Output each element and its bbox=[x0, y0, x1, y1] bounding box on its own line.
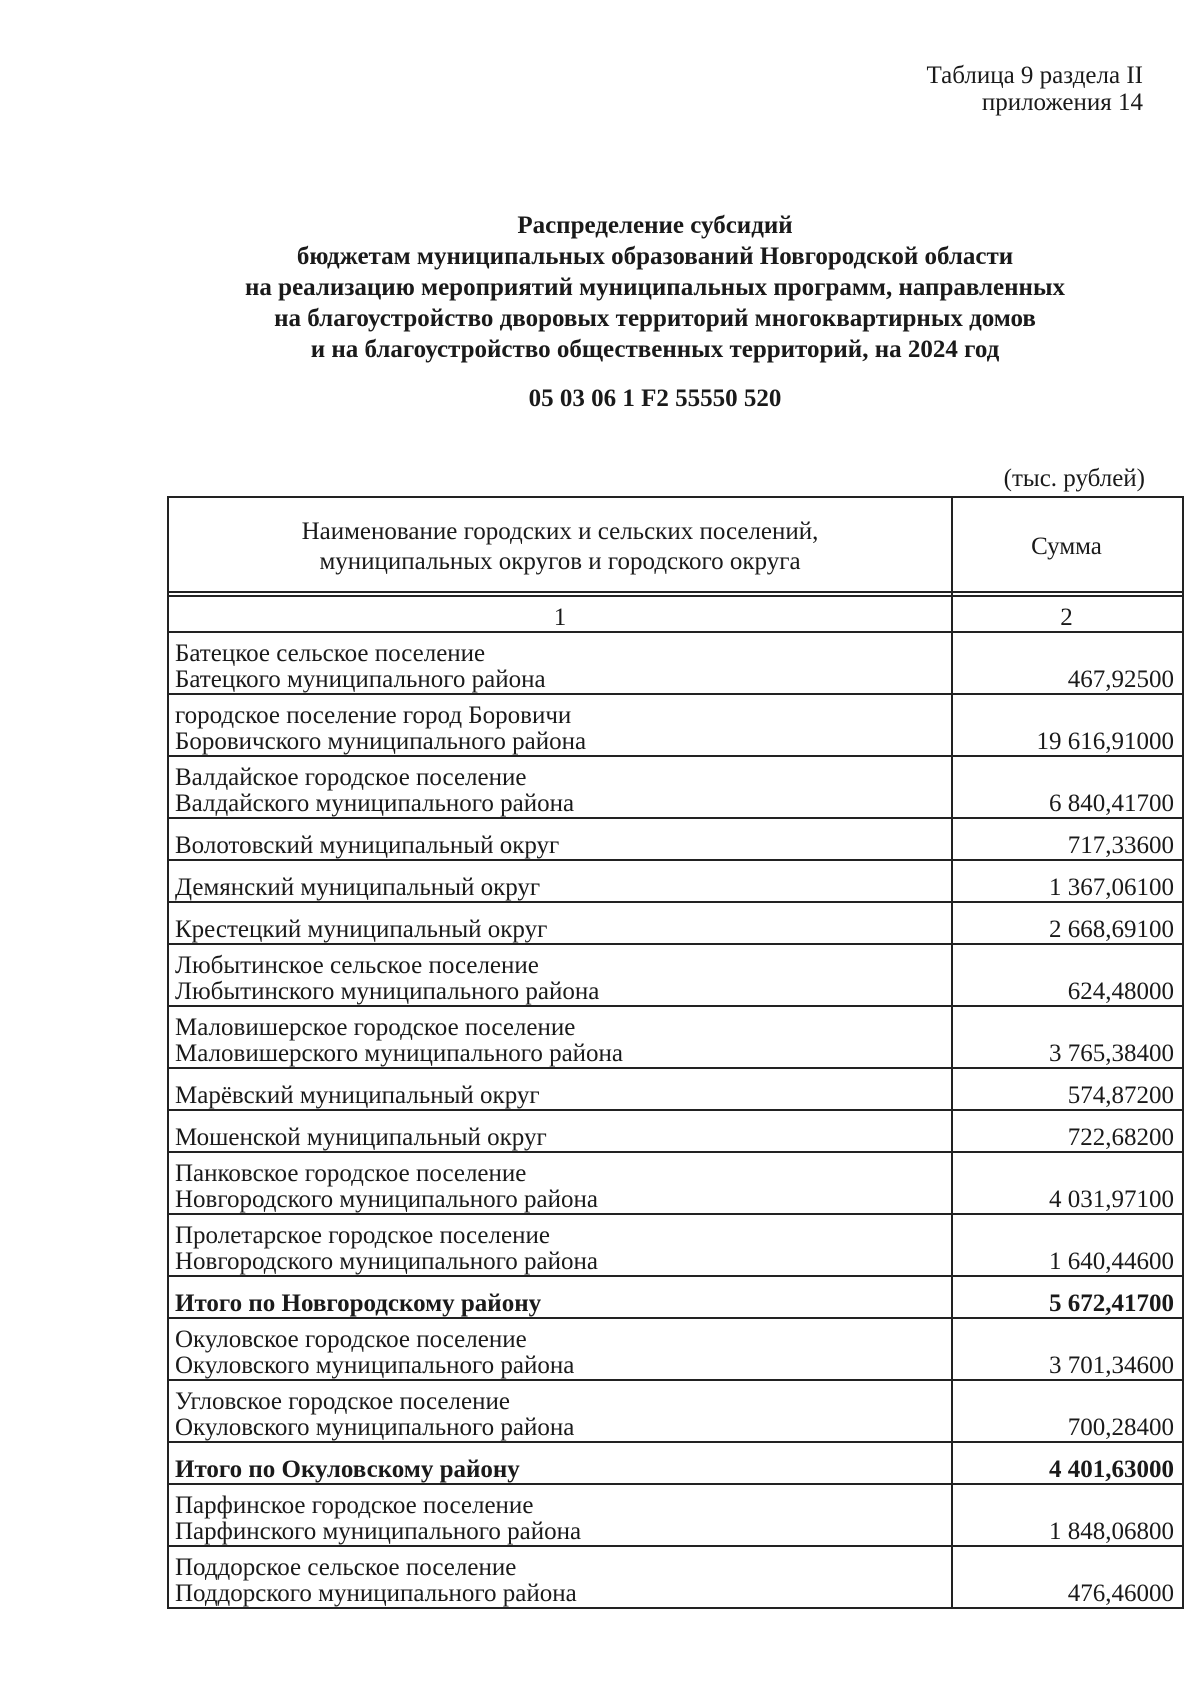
municipality-name-cell bbox=[168, 694, 952, 756]
sum-value-cell: 467,92500 bbox=[952, 632, 1183, 694]
table-row bbox=[168, 1484, 1183, 1546]
municipality-name-line-1: Поддорское сельское поселение bbox=[175, 1554, 517, 1581]
subsidy-table bbox=[167, 591, 1184, 1609]
municipality-name-cell bbox=[168, 1442, 952, 1484]
municipality-name-cell bbox=[168, 902, 952, 944]
municipality-name-cell bbox=[168, 1276, 952, 1318]
sum-value-cell: 3 701,34600 bbox=[952, 1318, 1183, 1380]
municipality-name-line-2: Парфинского муниципального района bbox=[175, 1518, 582, 1545]
table-row bbox=[168, 1006, 1183, 1068]
sum-value-cell: 1 367,06100 bbox=[952, 860, 1183, 902]
municipality-name-cell bbox=[168, 1380, 952, 1442]
document-title bbox=[150, 210, 1160, 365]
units-label: (тыс. рублей) bbox=[1003, 465, 1145, 492]
municipality-name-line-1: городское поселение город Боровичи bbox=[175, 702, 572, 729]
budget-code: 05 03 06 1 F2 55550 520 bbox=[528, 385, 782, 412]
municipality-name-cell bbox=[168, 1484, 952, 1546]
municipality-name-line-2: Боровичского муниципального района bbox=[175, 728, 587, 755]
sum-value-cell: 717,33600 bbox=[952, 818, 1183, 860]
table-header bbox=[167, 496, 1184, 597]
sum-value-cell: 3 765,38400 bbox=[952, 1006, 1183, 1068]
table-row bbox=[168, 632, 1183, 694]
table-row bbox=[168, 694, 1183, 756]
municipality-name-line-1: Крестецкий муниципальный округ bbox=[175, 916, 548, 943]
title-line-1: Распределение субсидий bbox=[517, 212, 793, 239]
municipality-name-line-2: Новгородского муниципального района bbox=[175, 1248, 598, 1275]
municipality-name-line-1: Демянский муниципальный округ bbox=[175, 874, 541, 901]
reference-line-1: Таблица 9 раздела II bbox=[926, 62, 1143, 89]
municipality-name-cell bbox=[168, 860, 952, 902]
municipality-name-line-2: Поддорского муниципального района bbox=[175, 1580, 577, 1607]
municipality-name-line-2: Маловишерского муниципального района bbox=[175, 1040, 624, 1067]
municipality-name-line-2: Окуловского муниципального района bbox=[175, 1414, 575, 1441]
title-line-3: на реализацию мероприятий муниципальных программ, направленных bbox=[245, 274, 1065, 301]
table-row bbox=[168, 1318, 1183, 1380]
municipality-name-line-1: Валдайское городское поселение bbox=[175, 764, 527, 791]
sum-value-cell: 722,68200 bbox=[952, 1110, 1183, 1152]
municipality-name-cell bbox=[168, 1318, 952, 1380]
title-line-4: на благоустройство дворовых территорий многоквартирных домов bbox=[274, 305, 1036, 332]
header-name-line-2: муниципальных округов и городского округа bbox=[319, 547, 801, 575]
reference-line-2: приложения 14 bbox=[981, 89, 1143, 116]
sum-value-cell: 5 672,41700 bbox=[952, 1276, 1183, 1318]
municipality-name-cell bbox=[168, 1068, 952, 1110]
sum-value-cell: 1 848,06800 bbox=[952, 1484, 1183, 1546]
sum-value-cell: 700,28400 bbox=[952, 1380, 1183, 1442]
title-line-2: бюджетам муниципальных образований Новгородской области bbox=[296, 243, 1014, 270]
header-name-line-1: Наименование городских и сельских поселений, bbox=[301, 517, 819, 545]
table-row bbox=[168, 1110, 1183, 1152]
municipality-name-line-1: Любытинское сельское поселение bbox=[175, 952, 539, 979]
sum-value-cell: 1 640,44600 bbox=[952, 1214, 1183, 1276]
title-line-5: и на благоустройство общественных территорий, на 2024 год bbox=[310, 336, 1000, 363]
table-row bbox=[168, 1068, 1183, 1110]
municipality-name-line-1: Окуловское городское поселение bbox=[175, 1326, 527, 1353]
column-number-2: 2 bbox=[952, 592, 1183, 632]
table-reference bbox=[927, 62, 1143, 116]
municipality-name-line-1: Пролетарское городское поселение bbox=[175, 1222, 550, 1249]
municipality-name-cell bbox=[168, 756, 952, 818]
municipality-name-cell bbox=[168, 1214, 952, 1276]
sum-value-cell: 6 840,41700 bbox=[952, 756, 1183, 818]
header-sum-cell: Сумма bbox=[952, 497, 1183, 596]
sum-value-cell: 476,46000 bbox=[952, 1546, 1183, 1608]
municipality-name-line-1: Мошенской муниципальный округ bbox=[175, 1124, 547, 1151]
table-row bbox=[168, 1214, 1183, 1276]
table-row bbox=[168, 756, 1183, 818]
municipality-name-line-1: Парфинское городское поселение bbox=[175, 1492, 534, 1519]
municipality-name-line-2: Окуловского муниципального района bbox=[175, 1352, 575, 1379]
table-row bbox=[168, 860, 1183, 902]
total-row bbox=[168, 1276, 1183, 1318]
municipality-name-cell bbox=[168, 818, 952, 860]
sum-value-cell: 624,48000 bbox=[952, 944, 1183, 1006]
column-numbers-row bbox=[168, 592, 1183, 632]
municipality-name-line-1: Угловское городское поселение bbox=[175, 1388, 510, 1415]
municipality-name-cell bbox=[168, 1110, 952, 1152]
municipality-name-line-1: Волотовский муниципальный округ bbox=[175, 832, 560, 859]
total-row bbox=[168, 1442, 1183, 1484]
sum-value-cell: 4 031,97100 bbox=[952, 1152, 1183, 1214]
municipality-name-cell bbox=[168, 1152, 952, 1214]
municipality-name-line-1: Марёвский муниципальный округ bbox=[175, 1082, 540, 1109]
table-row bbox=[168, 818, 1183, 860]
municipality-name-line-1: Итого по Новгородскому району bbox=[175, 1290, 542, 1317]
sum-value-cell: 19 616,91000 bbox=[952, 694, 1183, 756]
sum-value-cell: 2 668,69100 bbox=[952, 902, 1183, 944]
municipality-name-line-2: Новгородского муниципального района bbox=[175, 1186, 598, 1213]
sum-value-cell: 574,87200 bbox=[952, 1068, 1183, 1110]
municipality-name-cell bbox=[168, 1546, 952, 1608]
table-row bbox=[168, 1546, 1183, 1608]
column-number-1: 1 bbox=[168, 592, 952, 632]
municipality-name-line-2: Батецкого муниципального района bbox=[175, 666, 546, 693]
municipality-name-cell bbox=[168, 944, 952, 1006]
municipality-name-line-1: Батецкое сельское поселение bbox=[175, 640, 486, 667]
sum-value-cell: 4 401,63000 bbox=[952, 1442, 1183, 1484]
header-name-cell bbox=[168, 497, 952, 596]
municipality-name-line-1: Маловишерское городское поселение bbox=[175, 1014, 576, 1041]
municipality-name-cell bbox=[168, 1006, 952, 1068]
table-row bbox=[168, 1152, 1183, 1214]
table-row bbox=[168, 902, 1183, 944]
municipality-name-line-1: Итого по Окуловскому району bbox=[175, 1456, 520, 1483]
municipality-name-line-1: Панковское городское поселение bbox=[175, 1160, 527, 1187]
municipality-name-line-2: Валдайского муниципального района bbox=[175, 790, 575, 817]
municipality-name-line-2: Любытинского муниципального района bbox=[175, 978, 600, 1005]
municipality-name-cell bbox=[168, 632, 952, 694]
table-row bbox=[168, 1380, 1183, 1442]
table-row bbox=[168, 944, 1183, 1006]
